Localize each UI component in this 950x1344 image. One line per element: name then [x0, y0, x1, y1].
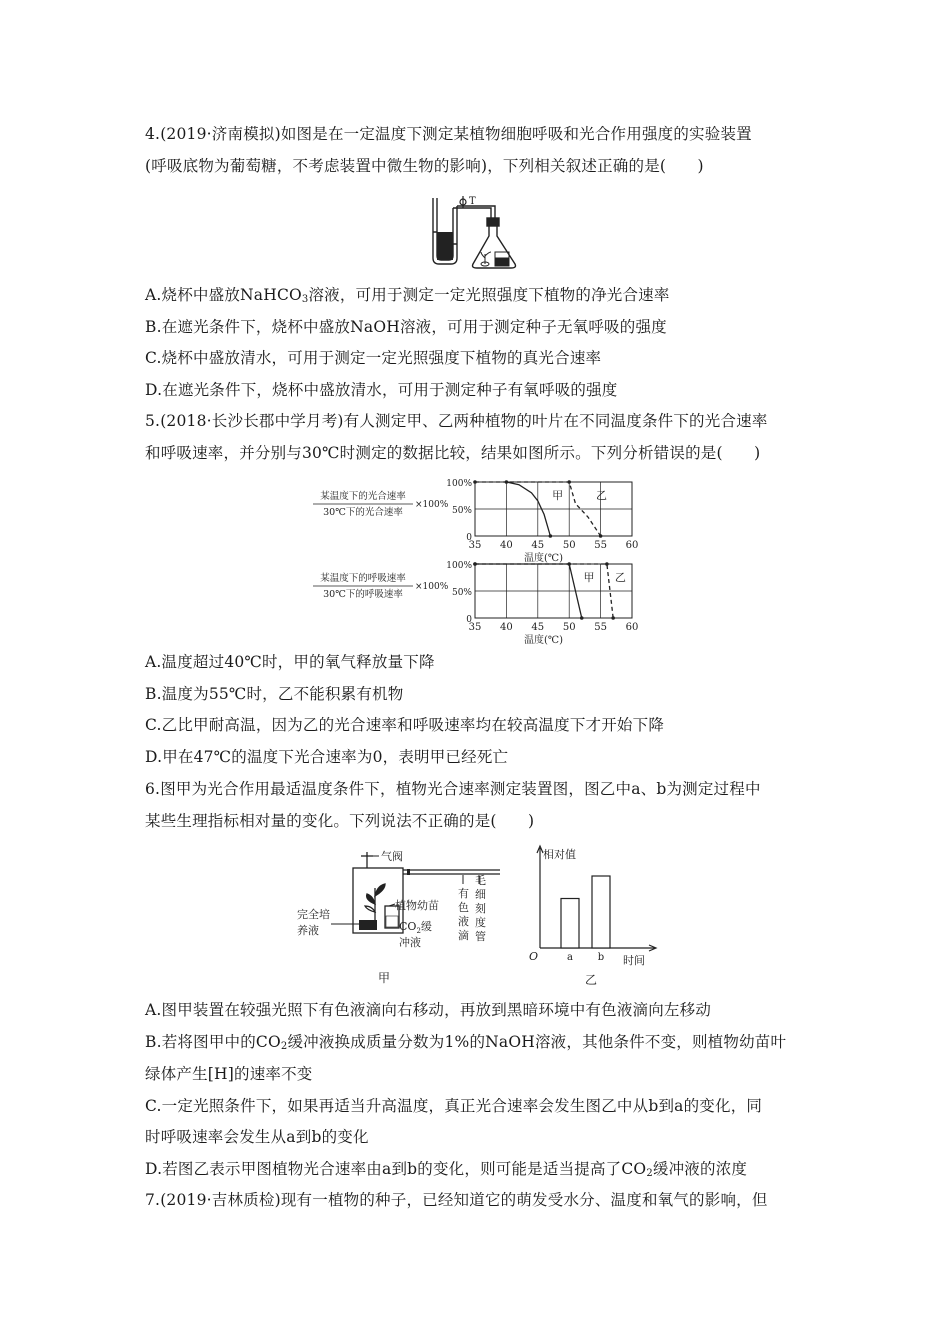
- label-droplet: [458, 887, 469, 942]
- q6-option-b-pre: B.若将图甲中的CO: [145, 1033, 281, 1051]
- q6-option-c-line1: C.一定光照条件下，如果再适当升高温度，真正光合速率会发生图乙中从b到a的变化，同: [145, 1097, 763, 1115]
- series-label-甲: 甲: [583, 571, 595, 584]
- x-axis-label: 温度(℃): [524, 635, 563, 646]
- x-tick-label: 60: [625, 622, 639, 633]
- origin-label: O: [529, 950, 539, 963]
- q6-option-b-sub: 2: [280, 1041, 288, 1052]
- svg-text:色: 色: [458, 901, 469, 914]
- x-axis-label: 温度(℃): [524, 553, 563, 564]
- q5-option-c: C.乙比甲耐高温，因为乙的光合速率和呼吸速率均在较高温度下才开始下降: [145, 716, 665, 734]
- q6-option-d-sub: 2: [646, 1168, 653, 1179]
- xlabel: 时间: [623, 954, 645, 967]
- q6-option-b: [145, 1032, 825, 1057]
- caption-jia: 甲: [378, 971, 391, 985]
- svg-text:管: 管: [475, 930, 486, 943]
- svg-text:细: 细: [475, 888, 486, 901]
- label-nutrient-1: 完全培: [297, 908, 330, 921]
- data-point-乙: [611, 616, 615, 620]
- label-buffer-line2: 冲液: [399, 936, 421, 949]
- q4-option-a: [145, 285, 825, 310]
- label-nutrient-2: 养液: [297, 924, 319, 937]
- q6-option-d: [145, 1159, 825, 1184]
- plot-area: [446, 479, 638, 564]
- data-point-乙: [605, 562, 609, 566]
- q5-stem-line1: 5.(2018·长沙长郡中学月考)有人测定甲、乙两种植物的叶片在不同温度条件下的光合速率: [145, 412, 768, 430]
- x-tick-label: 35: [468, 622, 482, 633]
- q5-option-d: D.甲在47℃的温度下光合速率为0，表明甲已经死亡: [145, 748, 509, 766]
- q4-option-b: B.在遮光条件下，烧杯中盛放NaOH溶液，可用于测定种子无氧呼吸的强度: [145, 318, 667, 336]
- ratio-denominator: 30℃下的光合速率: [323, 507, 403, 518]
- ratio-numerator: 某温度下的光合速率: [320, 491, 406, 502]
- svg-text:有: 有: [458, 887, 469, 900]
- label-t: T: [469, 196, 476, 207]
- q6-option-b-post: 缓冲液换成质量分数为1%的NaOH溶液，其他条件不变，则植物幼苗叶: [287, 1033, 787, 1051]
- buffer-fill: [386, 916, 398, 927]
- ratio-numerator: 某温度下的呼吸速率: [320, 573, 406, 584]
- y-tick-label: 50%: [451, 588, 472, 598]
- y-tick-label: 50%: [451, 506, 472, 516]
- q4-apparatus-figure: [425, 192, 540, 272]
- series-label-甲: 甲: [552, 489, 564, 502]
- q6-stem-line2: 某些生理指标相对量的变化。下列说法不正确的是( ): [145, 812, 535, 830]
- q6-option-d-pre: D.若图乙表示甲图植物光合速率由a到b的变化，则可能是适当提高了CO: [145, 1160, 647, 1178]
- q4-option-c: C.烧杯中盛放清水，可用于测定一定光照强度下植物的真光合速率: [145, 349, 602, 367]
- svg-text:度: 度: [475, 916, 486, 929]
- q4-option-d: D.在遮光条件下，烧杯中盛放清水，可用于测定种子有氧呼吸的强度: [145, 381, 618, 399]
- svg-text:滴: 滴: [458, 929, 469, 942]
- data-point-乙: [473, 480, 477, 484]
- q5-stem-line2: 和呼吸速率，并分别与30℃时测定的数据比较，结果如图所示。下列分析错误的是( ): [145, 444, 761, 462]
- x-tick-label: 50: [562, 540, 576, 551]
- y-tick-label: 100%: [446, 479, 472, 489]
- data-point-甲: [580, 616, 584, 620]
- plant-and-beaker: [481, 252, 509, 266]
- photosynthesis-rate-chart: [305, 474, 645, 564]
- respiration-rate-chart: [305, 556, 645, 646]
- x-tick-label: 50: [562, 622, 576, 633]
- q6-option-b-line2: 绿体产生[H]的速率不变: [145, 1065, 313, 1083]
- q6-stem-line1: 6.图甲为光合作用最适温度条件下，植物光合速率测定装置图，图乙中a、b为测定过程中: [145, 780, 761, 798]
- x-tick-label: 45: [531, 540, 545, 551]
- y-tick-label: 100%: [446, 561, 472, 571]
- series-label-乙: 乙: [614, 571, 626, 584]
- fig-jia-apparatus: [295, 844, 515, 994]
- q4-option-a-post: 溶液，可用于测定一定光照强度下植物的净光合速率: [308, 286, 670, 304]
- nutrient-solution-block: [359, 920, 377, 930]
- y-tick-label: 0: [466, 615, 472, 625]
- label-seedling: 植物幼苗: [395, 899, 439, 912]
- x-tick-label: 35: [468, 540, 482, 551]
- data-point-乙: [567, 480, 571, 484]
- q5-option-b: B.温度为55℃时，乙不能积累有机物: [145, 685, 404, 703]
- data-point-乙: [599, 534, 603, 538]
- q5-option-a: A.温度超过40℃时，甲的氧气释放量下降: [145, 653, 435, 671]
- bar-b: [592, 876, 610, 948]
- data-point-甲: [549, 534, 553, 538]
- data-point-乙: [473, 562, 477, 566]
- fig-yi-bar-chart: [525, 840, 665, 990]
- x-tick-label: 40: [500, 540, 513, 551]
- q6-option-a: A.图甲装置在较强光照下有色液滴向右移动，再放到黑暗环境中有色液滴向左移动: [145, 1001, 712, 1019]
- bars: [561, 876, 610, 963]
- bar-label-b: b: [597, 952, 605, 963]
- x-tick-label: 40: [500, 622, 513, 633]
- series-label-乙: 乙: [596, 489, 608, 502]
- bar-label-a: a: [567, 952, 573, 963]
- plot-area: [446, 561, 638, 646]
- x-tick-label: 55: [594, 622, 607, 633]
- q6-option-c-line2: 时呼吸速率会发生从a到b的变化: [145, 1128, 369, 1146]
- ylabel: 相对值: [543, 848, 576, 861]
- ratio-denominator: 30℃下的呼吸速率: [323, 589, 403, 600]
- u-tube-manometer: [433, 198, 495, 264]
- svg-text:液: 液: [458, 915, 469, 928]
- label-valve: 气阀: [381, 850, 403, 863]
- q4-option-a-pre: A.烧杯中盛放NaHCO: [145, 286, 302, 304]
- x-tick-label: 55: [594, 540, 607, 551]
- ratio-factor: ×100%: [415, 582, 449, 592]
- x-tick-label: 60: [625, 540, 639, 551]
- label-buffer: $CO_2$缓: [399, 920, 432, 935]
- caption-yi: 乙: [585, 973, 598, 987]
- q7-stem-line1: 7.(2019·吉林质检)现有一植物的种子，已经知道它的萌发受水分、温度和氧气的影响，但: [145, 1191, 768, 1209]
- ratio-factor: ×100%: [415, 500, 449, 510]
- label-capillary: [475, 874, 486, 943]
- y-tick-label: 0: [466, 533, 472, 543]
- svg-text:毛: 毛: [475, 874, 486, 887]
- svg-text:刻: 刻: [475, 902, 486, 915]
- x-tick-label: 45: [531, 622, 545, 633]
- colored-droplet: [407, 869, 410, 875]
- bar-a: [561, 899, 579, 949]
- q4-option-a-sub: 3: [301, 294, 309, 305]
- q6-option-d-post: 缓冲液的浓度: [652, 1160, 748, 1178]
- q4-stem-line1: 4.(2019·济南模拟)如图是在一定温度下测定某植物细胞呼吸和光合作用强度的实验装置: [145, 125, 752, 143]
- q4-stem-line2: (呼吸底物为葡萄糖，不考虑装置中微生物的影响)，下列相关叙述正确的是( ): [145, 157, 704, 175]
